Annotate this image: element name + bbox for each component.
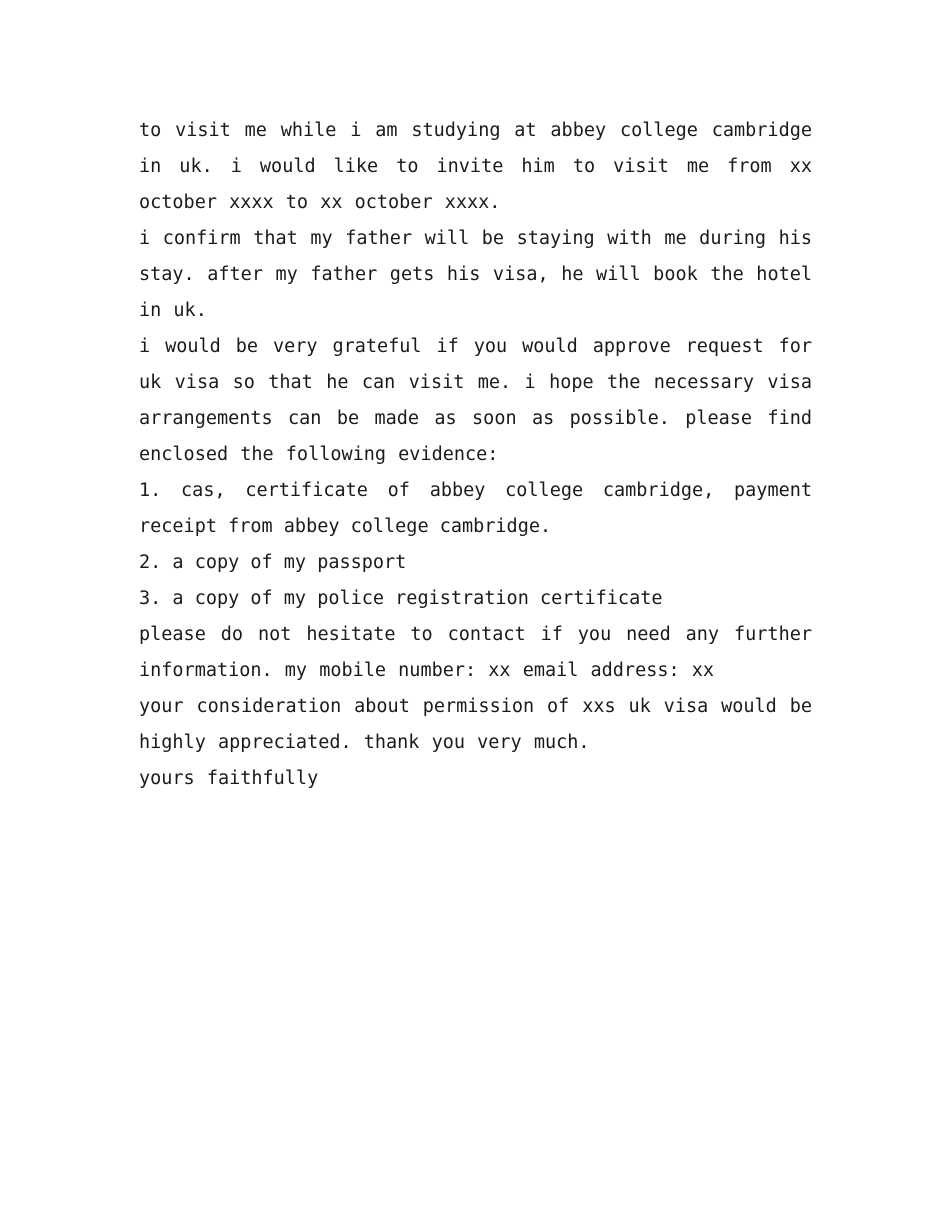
paragraph-accommodation: i confirm that my father will be staying with me during his stay. after my father gets his visa, he will book the hotel in uk. [139, 228, 812, 321]
evidence-item-3: 3. a copy of my police registration certificate [139, 588, 663, 609]
paragraph-contact: please do not hesitate to contact if you need any further information. my mobile number: xx email address: xx [139, 624, 812, 681]
paragraph-request: i would be very grateful if you would approve request for uk visa so that he can visit me. i hope the necessary visa arrangements can be made as soon as possible. please find enclosed the following evidence: [139, 336, 812, 465]
evidence-item-2: 2. a copy of my passport [139, 552, 407, 573]
letter-body [139, 113, 812, 797]
evidence-item-1: 1. cas, certificate of abbey college cambridge, payment receipt from abbey college cambridge. [139, 480, 812, 537]
paragraph-visit-dates: to visit me while i am studying at abbey college cambridge in uk. i would like to invite him to visit me from xx october xxxx to xx october xxxx. [139, 120, 812, 213]
paragraph-closing: your consideration about permission of xxs uk visa would be highly appreciated. thank you very much. [139, 696, 812, 753]
sign-off: yours faithfully [139, 768, 319, 789]
